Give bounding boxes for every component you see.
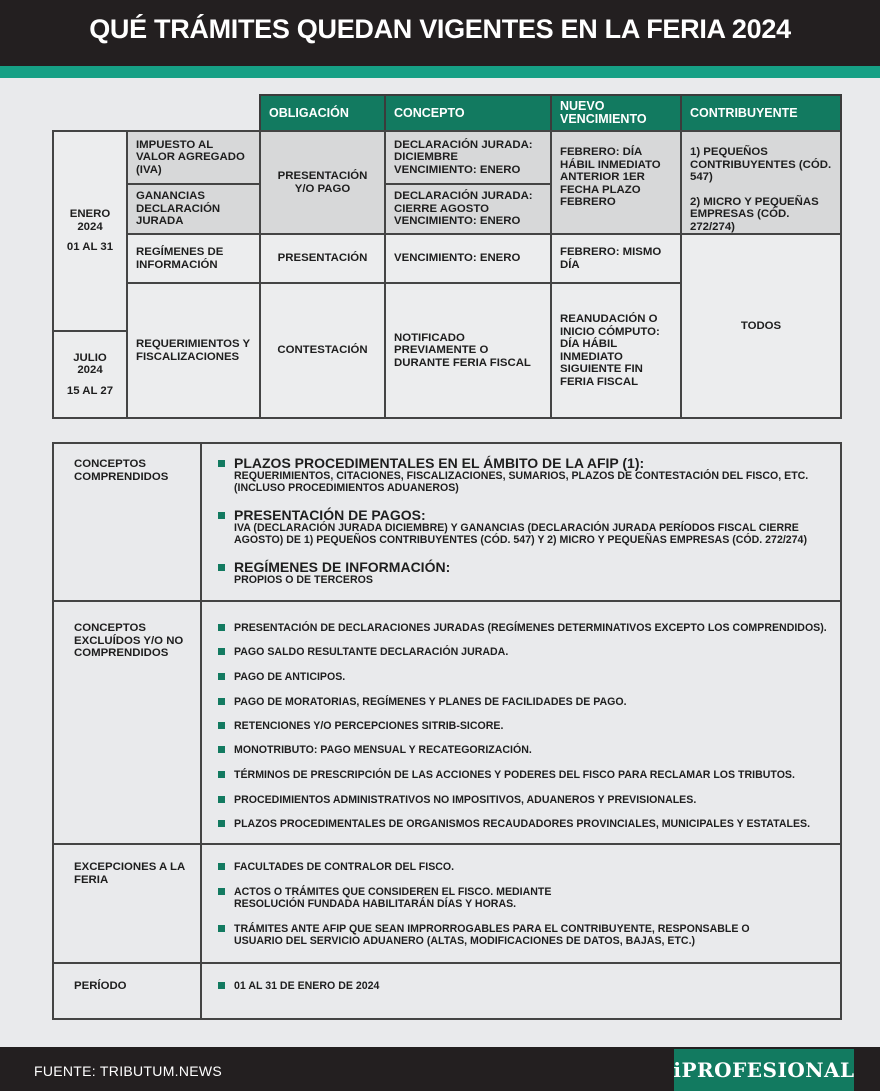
bullet-icon xyxy=(218,820,225,827)
bullet-icon xyxy=(218,771,225,778)
concepto-requerimientos: NOTIFICADO PREVIAMENTE O DURANTE FERIA FISCAL xyxy=(384,282,552,419)
item-text: PROCEDIMIENTOS ADMINISTRATIVOS NO IMPOSITIVOS, ADUANEROS Y PREVISIONALES. xyxy=(234,794,697,806)
item-text: 01 AL 31 DE ENERO DE 2024 xyxy=(234,980,380,992)
bullet-icon xyxy=(218,925,225,932)
list-item xyxy=(218,696,832,708)
header-banner xyxy=(0,0,880,66)
section-excluidos xyxy=(54,602,840,845)
row-regimenes: REGÍMENES DE INFORMACIÓN xyxy=(126,233,261,284)
item-text: PAGO DE ANTICIPOS. xyxy=(234,671,346,683)
list-item xyxy=(218,886,832,910)
contribuyente-item-2: 2) MICRO Y PEQUEÑAS EMPRESAS (CÓD. 272/274) xyxy=(690,195,819,233)
item-title: REGÍMENES DE INFORMACIÓN: xyxy=(234,559,451,575)
period-julio-year: 2024 xyxy=(77,364,103,377)
item-text: MONOTRIBUTO: PAGO MENSUAL Y RECATEGORIZACIÓN. xyxy=(234,744,532,756)
bullet-icon xyxy=(218,673,225,680)
list-item xyxy=(218,671,832,683)
bullet-icon xyxy=(218,460,225,467)
header-concepto: CONCEPTO xyxy=(384,94,552,132)
item-text: PLAZOS PROCEDIMENTALES DE ORGANISMOS RECAUDADORES PROVINCIALES, MUNICIPALES Y ESTATALES. xyxy=(234,818,811,830)
bullet-icon xyxy=(218,624,225,631)
bullet-icon xyxy=(218,982,225,989)
list-item xyxy=(218,720,832,732)
vencimiento-regimenes: FEBRERO: MISMO DÍA xyxy=(550,233,682,284)
list-item xyxy=(218,818,832,830)
list-item xyxy=(218,622,832,634)
concepto-regimenes: VENCIMIENTO: ENERO xyxy=(384,233,552,284)
contribuyente-item-1: 1) PEQUEÑOS CONTRIBUYENTES (CÓD. 547) xyxy=(690,146,832,183)
vencimiento-requerimientos: REANUDACIÓN O INICIO CÓMPUTO: DÍA HÁBIL INMEDIATO SIGUIENTE FIN FERIA FISCAL xyxy=(550,282,682,419)
period-julio-month: JULIO xyxy=(73,351,107,364)
row-ganancias: GANANCIAS DECLARACIÓN JURADA xyxy=(126,183,261,235)
section-excepciones xyxy=(54,845,840,964)
bullet-icon xyxy=(218,722,225,729)
bullet-icon xyxy=(218,512,225,519)
item-text: PAGO SALDO RESULTANTE DECLARACIÓN JURADA. xyxy=(234,646,509,658)
period-enero-days: 01 AL 31 xyxy=(66,241,114,254)
list-item xyxy=(218,980,832,992)
column-divider xyxy=(200,602,202,843)
period-enero xyxy=(52,130,128,332)
row-requerimientos: REQUERIMIENTOS Y FISCALIZACIONES xyxy=(126,282,261,419)
list-item xyxy=(218,769,832,781)
list-item xyxy=(218,744,832,756)
bullet-icon xyxy=(218,648,225,655)
list-item xyxy=(218,794,832,806)
list-item xyxy=(218,456,832,494)
list-item xyxy=(218,923,832,947)
header-obligacion: OBLIGACIÓN xyxy=(259,94,386,132)
obligacion-presentacion: PRESENTACIÓN xyxy=(259,233,386,284)
label-excluidos: CONCEPTOS EXCLUÍDOS Y/O NO COMPRENDIDOS xyxy=(74,622,184,659)
contribuyente-especificos xyxy=(680,130,842,235)
item-text: TRÁMITES ANTE AFIP QUE SEAN IMPRORROGABLES PARA EL CONTRIBUYENTE, RESPONSABLE O USUARIO DEL SERVICIO ADUANERO (ALTAS, MODIFICACIONES DE DATOS, BAJAS, ETC.) xyxy=(234,923,750,947)
page-title: QUÉ TRÁMITES QUEDAN VIGENTES EN LA FERIA 2024 xyxy=(89,14,791,44)
bullet-icon xyxy=(218,863,225,870)
column-divider xyxy=(200,964,202,1018)
item-text: ACTOS O TRÁMITES QUE CONSIDEREN EL FISCO. MEDIANTE RESOLUCIÓN FUNDADA HABILITARÁN DÍAS Y HORAS. xyxy=(234,886,552,910)
label-periodo: PERÍODO xyxy=(74,980,127,992)
item-text: PAGO DE MORATORIAS, REGÍMENES Y PLANES DE FACILIDADES DE PAGO. xyxy=(234,696,627,708)
row-iva: IMPUESTO AL VALOR AGREGADO (IVA) xyxy=(126,130,261,185)
concepto-ganancias: DECLARACIÓN JURADA: CIERRE AGOSTO VENCIMIENTO: ENERO xyxy=(384,183,552,235)
list-item xyxy=(218,560,832,586)
list-item xyxy=(218,646,832,658)
bullet-icon xyxy=(218,888,225,895)
section-periodo xyxy=(54,964,840,1018)
item-title: PRESENTACIÓN DE PAGOS: xyxy=(234,507,426,523)
item-text: IVA (DECLARACIÓN JURADA DICIEMBRE) Y GANANCIAS (DECLARACIÓN JURADA PERÍODOS FISCAL CIERRE AGOSTO) DE 1) PEQUEÑOS CONTRIBUYENTES (CÓD. 547) Y 2) MICRO Y PEQUEÑAS EMPRESAS (CÓD. 272/274) xyxy=(234,522,807,546)
column-divider xyxy=(200,444,202,600)
accent-stripe xyxy=(0,66,880,78)
item-text: FACULTADES DE CONTRALOR DEL FISCO. xyxy=(234,861,455,873)
contribuyente-todos: TODOS xyxy=(680,233,842,419)
item-text: REQUERIMIENTOS, CITACIONES, FISCALIZACIONES, SUMARIOS, PLAZOS DE CONTESTACIÓN DEL FISCO, ETC. (INCLUSO PROCEDIMIENTOS ADUANEROS) xyxy=(234,470,809,494)
period-enero-month: ENERO xyxy=(69,208,111,221)
item-text: TÉRMINOS DE PRESCRIPCIÓN DE LAS ACCIONES Y PODERES DEL FISCO PARA RECLAMAR LOS TRIBUTOS. xyxy=(234,769,795,781)
bullet-icon xyxy=(218,746,225,753)
period-julio xyxy=(52,330,128,419)
section-comprendidos xyxy=(54,444,840,602)
period-julio-days: 15 AL 27 xyxy=(66,384,114,397)
column-divider xyxy=(200,845,202,962)
header-contribuyente: CONTRIBUYENTE xyxy=(680,94,842,132)
list-item xyxy=(218,861,832,873)
item-text: PROPIOS O DE TERCEROS xyxy=(234,574,373,586)
obligacion-presentacion-pago: PRESENTACIÓN Y/O PAGO xyxy=(259,130,386,235)
source-text: FUENTE: TRIBUTUM.NEWS xyxy=(34,1063,223,1079)
item-text: PRESENTACIÓN DE DECLARACIONES JURADAS (REGÍMENES DETERMINATIVOS EXCEPTO LOS COMPRENDIDOS). xyxy=(234,622,827,634)
header-nuevo-vencimiento: NUEVO VENCIMIENTO xyxy=(550,94,682,132)
brand-logo: iPROFESIONAL xyxy=(674,1049,854,1091)
bullet-icon xyxy=(218,698,225,705)
item-text: RETENCIONES Y/O PERCEPCIONES SITRIB-SICORE. xyxy=(234,720,504,732)
vencimiento-iva-ganancias: FEBRERO: DÍA HÁBIL INMEDIATO ANTERIOR 1ER FECHA PLAZO FEBRERO xyxy=(550,130,682,235)
list-item xyxy=(218,508,832,546)
label-excepciones: EXCEPCIONES A LA FERIA xyxy=(74,861,185,886)
label-comprendidos: CONCEPTOS COMPRENDIDOS xyxy=(74,458,169,483)
concepto-iva: DECLARACIÓN JURADA: DICIEMBRE VENCIMIENTO: ENERO xyxy=(384,130,552,185)
details-box xyxy=(52,442,842,1020)
period-enero-year: 2024 xyxy=(77,220,103,233)
obligations-table xyxy=(52,94,842,419)
bullet-icon xyxy=(218,564,225,571)
obligacion-contestacion: CONTESTACIÓN xyxy=(259,282,386,419)
bullet-icon xyxy=(218,796,225,803)
item-title: PLAZOS PROCEDIMENTALES EN EL ÁMBITO DE LA AFIP (1): xyxy=(234,455,645,471)
